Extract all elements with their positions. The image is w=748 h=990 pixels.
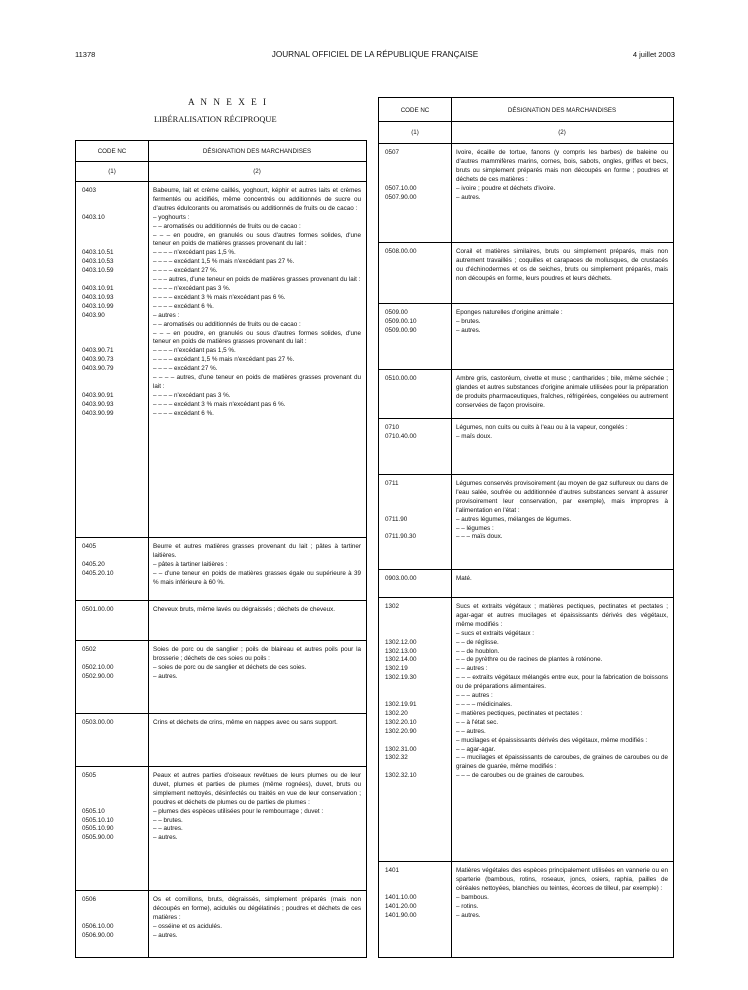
nc-code: 1302.31.00 bbox=[385, 745, 417, 753]
goods-description: Sucs et extraits végétaux ; matières pectiques, pectinates et pectates ; agar-agar et autres mucilages et épaississants dérivés des végétaux, même modifiés : bbox=[456, 603, 670, 628]
nc-code: 1302.20.10 bbox=[385, 718, 417, 726]
nc-code: 0403.90.99 bbox=[82, 409, 114, 417]
nc-code: 0507.90.00 bbox=[385, 193, 417, 201]
tariff-group bbox=[379, 243, 673, 304]
goods-description: – – à l'état sec. bbox=[456, 718, 499, 726]
nc-code: 1302.19.91 bbox=[385, 700, 417, 708]
goods-description: Crins et déchets de crins, même en nappes avec ou sans support. bbox=[153, 719, 338, 726]
tariff-row bbox=[379, 737, 673, 746]
tariff-row bbox=[379, 772, 673, 781]
nc-code bbox=[379, 525, 451, 534]
goods-description: – – mucilages et épaississants de caroubes, de graines de caroubes ou de graines de guarée, même modifiés : bbox=[456, 754, 670, 771]
goods-description: – – légumes : bbox=[456, 524, 494, 532]
nc-code: 0505.10 bbox=[82, 807, 105, 815]
tariff-row bbox=[379, 375, 673, 411]
tariff-row bbox=[379, 719, 673, 728]
goods-description: – – autres. bbox=[153, 825, 183, 833]
tariff-group bbox=[379, 144, 673, 243]
goods-description: – – aromatisés ou additionnés de fruits ou de cacao : bbox=[153, 320, 301, 328]
tariff-row bbox=[379, 533, 673, 542]
nc-code: 0506 bbox=[82, 896, 97, 903]
nc-code bbox=[379, 630, 451, 639]
goods-description: – – – – n'excédant pas 3 %. bbox=[153, 284, 231, 292]
tariff-row bbox=[76, 258, 366, 267]
goods-description: – – – – n'excédant pas 3 %. bbox=[153, 391, 231, 399]
annex-subtitle: LIBÉRALISATION RÉCIPROQUE bbox=[154, 115, 277, 124]
tariff-row bbox=[379, 194, 673, 203]
nc-code bbox=[76, 223, 148, 232]
tariff-row bbox=[76, 410, 366, 419]
tariff-row bbox=[76, 285, 366, 294]
goods-description: – maïs doux. bbox=[456, 432, 493, 440]
nc-code: 1302.32.10 bbox=[385, 772, 417, 780]
nc-code: 0502.10.00 bbox=[82, 663, 114, 671]
goods-description: – – – – autres, d'une teneur en poids de matières grasses provenant du lait : bbox=[153, 374, 363, 390]
goods-description: Babeurre, lait et crème caillés, yoghourt, képhir et autres laits et crèmes fermentés ou acidifiés, même concentrés ou additionnés de sucre ou d'autres édulcorants ou aromatisés ou additionnés de fruits ou de cacao : bbox=[153, 187, 363, 212]
tariff-row bbox=[76, 561, 366, 570]
goods-description: Cheveux bruts, même lavés ou dégraissés ; déchets de cheveux. bbox=[153, 606, 336, 613]
publication-date: 4 juillet 2003 bbox=[632, 50, 675, 59]
nc-code bbox=[379, 692, 451, 701]
nc-code: 1302.20 bbox=[385, 709, 408, 717]
goods-description: – – autres : bbox=[456, 665, 488, 673]
tariff-row bbox=[379, 728, 673, 737]
nc-code: 0507.10.00 bbox=[385, 184, 417, 192]
goods-description: – – – de caroubes ou de graines de caroubes. bbox=[456, 772, 585, 780]
nc-code bbox=[76, 232, 148, 250]
nc-code: 0509.00.10 bbox=[385, 317, 417, 325]
nc-code: 0508.00.00 bbox=[385, 248, 417, 255]
goods-description: – – autres. bbox=[456, 727, 486, 735]
goods-description: Ambre gris, castoréum, civette et musc ; cantharides ; bile, même séchée ; glandes et autres substances d'origine animale utilisées pour la préparation de produits pharmaceutiques, fraîches, réfrigérées, congelées ou autrement conservées de façon provisoire. bbox=[456, 375, 670, 409]
nc-code: 0711.90.30 bbox=[385, 533, 417, 541]
tariff-group bbox=[379, 598, 673, 862]
tariff-row bbox=[76, 719, 366, 728]
tariff-row bbox=[379, 424, 673, 433]
tariff-row bbox=[379, 867, 673, 894]
tariff-row bbox=[76, 932, 366, 941]
designation-header: DÉSIGNATION DES MARCHANDISES bbox=[202, 148, 312, 155]
annex-title: A N N E X E I bbox=[188, 97, 269, 107]
left-table-header bbox=[76, 141, 366, 162]
tariff-row bbox=[76, 330, 366, 348]
goods-description: – autres. bbox=[153, 672, 178, 680]
tariff-row bbox=[76, 294, 366, 303]
nc-code: 0403.10.91 bbox=[82, 284, 114, 292]
tariff-row bbox=[76, 673, 366, 682]
goods-description: – – – – excédant 3 % mais n'excédant pas 6 %. bbox=[153, 293, 286, 301]
right-table-numbering bbox=[379, 122, 673, 144]
goods-description: – rotins. bbox=[456, 902, 479, 910]
tariff-row bbox=[379, 701, 673, 710]
tariff-row bbox=[379, 309, 673, 318]
nc-code: 0903.00.00 bbox=[385, 575, 417, 582]
tariff-row bbox=[76, 232, 366, 250]
goods-description: – – – – excédant 27 %. bbox=[153, 365, 218, 373]
tariff-group bbox=[76, 641, 366, 714]
nc-code: 0403.90 bbox=[82, 311, 105, 319]
goods-description: – – de houblon. bbox=[456, 647, 500, 655]
tariff-row bbox=[379, 912, 673, 921]
goods-description: Corail et matières similaires, bruts ou simplement préparés, mais non autrement travaillés ; coquilles et carapaces de mollusques, de crustacés ou d'échinodermes et os de seiches, bruts ou simplement préparés, mais non découpés en forme, leurs poudres et leurs déchets. bbox=[456, 248, 670, 282]
goods-description: – plumes des espèces utilisées pour le rembourrage ; duvet : bbox=[153, 807, 324, 815]
goods-description: – brutes. bbox=[456, 317, 481, 325]
tariff-row bbox=[76, 817, 366, 826]
tariff-row bbox=[379, 648, 673, 657]
nc-code: 0506.90.00 bbox=[82, 931, 114, 939]
tariff-group bbox=[379, 570, 673, 598]
goods-description: – osséine et os acidulés. bbox=[153, 922, 222, 930]
tariff-group bbox=[76, 538, 366, 601]
tariff-row bbox=[76, 356, 366, 365]
nc-code: 0502 bbox=[82, 646, 97, 653]
tariff-row bbox=[379, 433, 673, 442]
goods-description: – – brutes. bbox=[153, 816, 183, 824]
tariff-group bbox=[76, 767, 366, 891]
tariff-row bbox=[379, 746, 673, 755]
nc-code: 1401.20.00 bbox=[385, 902, 417, 910]
nc-code: 0403 bbox=[82, 187, 97, 194]
tariff-row bbox=[76, 834, 366, 843]
nc-code: 0403.90.71 bbox=[82, 347, 114, 355]
goods-description: – bambous. bbox=[456, 893, 489, 901]
goods-description: Légumes conservés provisoirement (au moyen de gaz sulfureux ou dans de l'eau salée, soufrée ou additionnée d'autres substances servant à assurer provisoirement leur conservation, par exemple), mais impropres à l'alimentation en l'état : bbox=[456, 480, 670, 514]
col-1-number: (1) bbox=[411, 129, 419, 136]
tariff-row bbox=[379, 639, 673, 648]
tariff-row bbox=[76, 392, 366, 401]
goods-description: – – – – excédant 27 %. bbox=[153, 267, 218, 275]
goods-description: – autres. bbox=[456, 326, 481, 334]
goods-description: – – – – excédant 6 %. bbox=[153, 409, 214, 417]
nc-code: 0403.90.91 bbox=[82, 391, 114, 399]
tariff-group bbox=[379, 419, 673, 475]
nc-code: 0403.90.93 bbox=[82, 400, 114, 408]
tariff-row bbox=[379, 710, 673, 719]
goods-description: Ivoire, écaille de tortue, fanons (y compris les barbes) de baleine ou d'autres mammifères marins, cornes, bois, sabots, ongles, griffes et becs, bruts ou simplement préparés mais non découpés en forme ; poudres et déchets de ces matières : bbox=[456, 149, 670, 183]
goods-description: – autres légumes, mélanges de légumes. bbox=[456, 515, 572, 523]
page-number: 11378 bbox=[75, 50, 96, 59]
tariff-row bbox=[76, 646, 366, 664]
tariff-row bbox=[379, 327, 673, 336]
goods-description: – – – – excédant 6 %. bbox=[153, 302, 214, 310]
nc-code: 1302 bbox=[385, 603, 400, 610]
tariff-row bbox=[76, 606, 366, 615]
page-header bbox=[75, 50, 675, 62]
tariff-row bbox=[76, 214, 366, 223]
goods-description: – – – – n'excédant pas 1,5 %. bbox=[153, 347, 236, 355]
tariff-row bbox=[76, 570, 366, 588]
goods-description: Soies de porc ou de sanglier ; poils de blaireau et autres poils pour la brosserie ; déchets de ces soies ou poils : bbox=[153, 646, 363, 662]
tariff-row bbox=[76, 276, 366, 285]
nc-code: 0501.00.00 bbox=[82, 606, 114, 613]
tariff-row bbox=[379, 516, 673, 525]
nc-code: 0510.00.00 bbox=[385, 375, 417, 382]
tariff-row bbox=[76, 374, 366, 392]
col-2-number: (2) bbox=[253, 168, 261, 175]
goods-description: – – – – médicinales. bbox=[456, 700, 513, 708]
tariff-row bbox=[76, 303, 366, 312]
nc-code: 0403.10.51 bbox=[82, 249, 114, 257]
tariff-row bbox=[379, 630, 673, 639]
tariff-group bbox=[76, 714, 366, 767]
nc-code: 1302.19 bbox=[385, 665, 408, 673]
nc-code: 0405 bbox=[82, 543, 97, 550]
tariff-row bbox=[76, 267, 366, 276]
nc-code: 0405.20 bbox=[82, 560, 105, 568]
tariff-group bbox=[379, 475, 673, 570]
tariff-row bbox=[379, 525, 673, 534]
nc-code: 0405.20.10 bbox=[82, 569, 114, 577]
goods-description: – autres. bbox=[456, 193, 481, 201]
goods-description: – pâtes à tartiner laitières : bbox=[153, 560, 228, 568]
nc-code: 0506.10.00 bbox=[82, 922, 114, 930]
tariff-row bbox=[379, 656, 673, 665]
nc-code: 0403.10.93 bbox=[82, 293, 114, 301]
tariff-row bbox=[76, 312, 366, 321]
goods-description: – – de réglisse. bbox=[456, 638, 499, 646]
goods-description: – – – – excédant 1,5 % mais n'excédant pas 27 %. bbox=[153, 356, 295, 364]
nc-code: 1401 bbox=[385, 867, 400, 874]
goods-description: – – – en poudre, en granulés ou sous d'autres formes solides, d'une teneur en poids de matières grasses provenant du lait : bbox=[153, 329, 363, 346]
nc-code bbox=[76, 321, 148, 330]
tariff-group bbox=[76, 601, 366, 641]
nc-code: 0505.10.10 bbox=[82, 816, 114, 824]
goods-description: – – aromatisés ou additionnés de fruits ou de cacao : bbox=[153, 222, 301, 230]
tariff-row bbox=[379, 575, 673, 584]
nc-code: 0403.10.59 bbox=[82, 267, 114, 275]
nc-code: 1302.13.00 bbox=[385, 647, 417, 655]
tariff-row bbox=[76, 365, 366, 374]
tariff-row bbox=[76, 347, 366, 356]
nc-code: 1302.12.00 bbox=[385, 638, 417, 646]
nc-code: 0711 bbox=[385, 480, 399, 487]
goods-description: – – – – excédant 1,5 % mais n'excédant pas 27 %. bbox=[153, 258, 295, 266]
tariff-row bbox=[76, 772, 366, 808]
nc-code bbox=[379, 737, 451, 746]
code-nc-header: CODE NC bbox=[97, 148, 127, 155]
goods-description: – autres. bbox=[153, 931, 178, 939]
goods-description: – – – autres : bbox=[456, 692, 493, 700]
nc-code: 0503.00.00 bbox=[82, 719, 114, 726]
designation-header: DÉSIGNATION DES MARCHANDISES bbox=[507, 107, 617, 114]
goods-description: – sucs et extraits végétaux : bbox=[456, 629, 535, 637]
nc-code: 0505.10.90 bbox=[82, 825, 114, 833]
col-1-number: (1) bbox=[108, 168, 116, 175]
tariff-group bbox=[379, 370, 673, 419]
goods-description: Peaux et autres parties d'oiseaux revêtues de leurs plumes ou de leur duvet, plumes et parties de plumes (même rognées), duvet, bruts ou simplement nettoyés, désinfectés ou traités en vue de leur conservation ; poudres et déchets de plumes ou de parties de plumes : bbox=[153, 772, 363, 806]
nc-code: 0711.90 bbox=[385, 515, 408, 523]
tariff-row bbox=[76, 543, 366, 561]
tariff-row bbox=[379, 318, 673, 327]
tariff-row bbox=[379, 903, 673, 912]
tariff-row bbox=[379, 248, 673, 284]
nc-code: 0403.10.53 bbox=[82, 258, 114, 266]
nc-code: 0710 bbox=[385, 424, 400, 431]
left-goods-table bbox=[75, 140, 367, 958]
right-table-header bbox=[379, 98, 673, 122]
tariff-row bbox=[379, 674, 673, 692]
nc-code bbox=[76, 374, 148, 392]
nc-code: 0403.90.73 bbox=[82, 356, 114, 364]
tariff-row bbox=[76, 249, 366, 258]
goods-description: – – – en poudre, en granulés ou sous d'autres formes solides, d'une teneur en poids de matières grasses provenant du lait : bbox=[153, 231, 363, 248]
goods-description: – – agar-agar. bbox=[456, 745, 496, 753]
tariff-row bbox=[379, 603, 673, 630]
nc-code: 0403.90.79 bbox=[82, 365, 114, 373]
goods-description: – autres. bbox=[456, 911, 481, 919]
tariff-row bbox=[76, 896, 366, 923]
nc-code: 0509.00.90 bbox=[385, 326, 417, 334]
goods-description: – – de pyrèthre ou de racines de plantes à roténone. bbox=[456, 656, 603, 664]
tariff-row bbox=[76, 187, 366, 214]
tariff-group bbox=[76, 182, 366, 538]
nc-code: 1302.14.00 bbox=[385, 656, 417, 664]
nc-code: 1302.20.90 bbox=[385, 727, 417, 735]
goods-description: – ivoire ; poudre et déchets d'ivoire. bbox=[456, 184, 556, 192]
nc-code: 0502.90.00 bbox=[82, 672, 114, 680]
goods-description: – – – maïs doux. bbox=[456, 533, 503, 541]
tariff-row bbox=[76, 401, 366, 410]
goods-description: Matières végétales des espèces principalement utilisées en vannerie ou en sparterie (bambous, rotins, roseaux, joncs, osiers, raphia, pailles de céréales nettoyées, blanchies ou teintes, écorces de tilleul, par exemple) : bbox=[456, 867, 670, 892]
journal-title: JOURNAL OFFICIEL DE LA RÉPUBLIQUE FRANÇAISE bbox=[271, 50, 479, 59]
tariff-row bbox=[76, 321, 366, 330]
right-goods-table bbox=[378, 97, 674, 958]
nc-code: 1302.32 bbox=[385, 754, 408, 762]
tariff-row bbox=[379, 665, 673, 674]
tariff-row bbox=[76, 223, 366, 232]
nc-code bbox=[76, 276, 148, 285]
goods-description: – autres : bbox=[153, 311, 180, 319]
nc-code: 1302.19.30 bbox=[385, 674, 417, 682]
tariff-group bbox=[379, 862, 673, 959]
goods-description: – – – – excédant 3 % mais n'excédant pas 6 %. bbox=[153, 400, 286, 408]
goods-description: Os et cornillons, bruts, dégraissés, simplement préparés (mais non découpés en forme), acidulés ou dégélatinés ; poudres et déchets de ces matières : bbox=[153, 896, 363, 921]
tariff-row bbox=[379, 480, 673, 516]
goods-description: – – – – n'excédant pas 1,5 %. bbox=[153, 249, 236, 257]
nc-code: 0505.90.00 bbox=[82, 834, 114, 842]
tariff-row bbox=[76, 923, 366, 932]
goods-description: – mucilages et épaississants dérivés des végétaux, même modifiés : bbox=[456, 736, 648, 744]
nc-code: 1401.90.00 bbox=[385, 911, 417, 919]
goods-description: – matières pectiques, pectinates et pectates : bbox=[456, 709, 583, 717]
tariff-row bbox=[76, 808, 366, 817]
tariff-group bbox=[379, 304, 673, 370]
goods-description: Maté. bbox=[456, 575, 472, 582]
nc-code: 0403.10 bbox=[82, 213, 105, 221]
tariff-row bbox=[379, 149, 673, 185]
goods-description: Beurre et autres matières grasses provenant du lait ; pâtes à tartiner laitières. bbox=[153, 543, 363, 559]
goods-description: Eponges naturelles d'origine animale : bbox=[456, 309, 563, 316]
goods-description: Légumes, non cuits ou cuits à l'eau ou à la vapeur, congelés : bbox=[456, 424, 628, 431]
tariff-group bbox=[76, 891, 366, 959]
nc-code bbox=[76, 330, 148, 348]
left-table-numbering bbox=[76, 162, 366, 182]
nc-code: 0507 bbox=[385, 149, 400, 156]
col-2-number: (2) bbox=[558, 129, 566, 136]
goods-description: – soies de porc ou de sanglier et déchets de ces soies. bbox=[153, 663, 307, 671]
tariff-row bbox=[379, 894, 673, 903]
goods-description: – – d'une teneur en poids de matières grasses égale ou supérieure à 39 % mais inférieure à 60 %. bbox=[153, 569, 363, 586]
nc-code: 0509.00 bbox=[385, 309, 408, 316]
nc-code: 0403.10.99 bbox=[82, 302, 114, 310]
goods-description: – – – extraits végétaux mélangés entre eux, pour la fabrication de boissons ou de préparations alimentaires. bbox=[456, 674, 670, 691]
tariff-row bbox=[379, 185, 673, 194]
tariff-row bbox=[76, 825, 366, 834]
tariff-row bbox=[76, 664, 366, 673]
nc-code: 0505 bbox=[82, 772, 97, 779]
tariff-row bbox=[379, 692, 673, 701]
goods-description: – – – autres, d'une teneur en poids de matières grasses provenant du lait : bbox=[153, 276, 361, 284]
nc-code: 0710.40.00 bbox=[385, 432, 417, 440]
nc-code: 1401.10.00 bbox=[385, 893, 417, 901]
tariff-row bbox=[379, 754, 673, 772]
goods-description: – yoghourts : bbox=[153, 213, 190, 221]
code-nc-header: CODE NC bbox=[400, 107, 430, 114]
goods-description: – autres. bbox=[153, 834, 178, 842]
